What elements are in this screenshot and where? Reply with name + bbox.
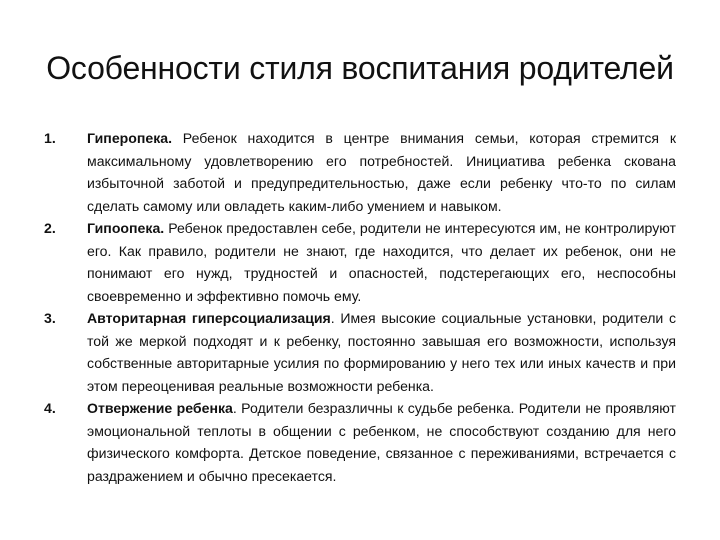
list-item-text: Ребенок предоставлен себе, родители не интересуются им, не контролируют его. Как правило, родители не знают, где находится, что делает их ребенок, они не понимают его нужд, трудностей и опасностей, подстерегающих его, неспособны своевременно и эффективно помочь ему. (87, 220, 676, 304)
list-item-number: 2. (44, 220, 56, 236)
list-item (44, 397, 676, 487)
list-item-text: . Родители безразличны к судьбе ребенка. Родители не проявляют эмоциональной теплоты в общении с ребенком, не способствуют созданию для него физического комфорта. Детское поведение, связанное с переживаниями, встречается с раздражением и обычно пресекается. (87, 400, 676, 484)
slide-title: Особенности стиля воспитания родителей (46, 50, 674, 86)
list-item-text: . Имея высокие социальные установки, родители с той же меркой подходят и к ребенку, постоянно завышая его возможности, используя собственные авторитарные усилия по формированию у него тех или иных качеств и при этом переоценивая реальные возможности ребенка. (87, 310, 677, 394)
list-item-number: 3. (44, 310, 56, 326)
list-item-term: Отвержение ребенка (87, 400, 233, 416)
list-item (44, 127, 676, 217)
list-item-text: Ребенок находится в центре внимания семьи, которая стремится к максимальному удовлетворению его потребностей. Инициатива ребенка скована избыточной заботой и предупредительностью, даже если ребенку что-то по силам сделать самому или овладеть каким-либо умением и навыком. (87, 130, 676, 214)
list-item-number: 4. (44, 400, 56, 416)
list-item-term: Гипоопека. (87, 220, 165, 236)
style-list (44, 127, 676, 487)
list-item-number: 1. (44, 130, 56, 146)
list-item-term: Авторитарная гиперсоциализация (87, 310, 331, 326)
list-item (44, 217, 676, 307)
list-item (44, 307, 676, 397)
list-item-term: Гиперопека. (87, 130, 173, 146)
